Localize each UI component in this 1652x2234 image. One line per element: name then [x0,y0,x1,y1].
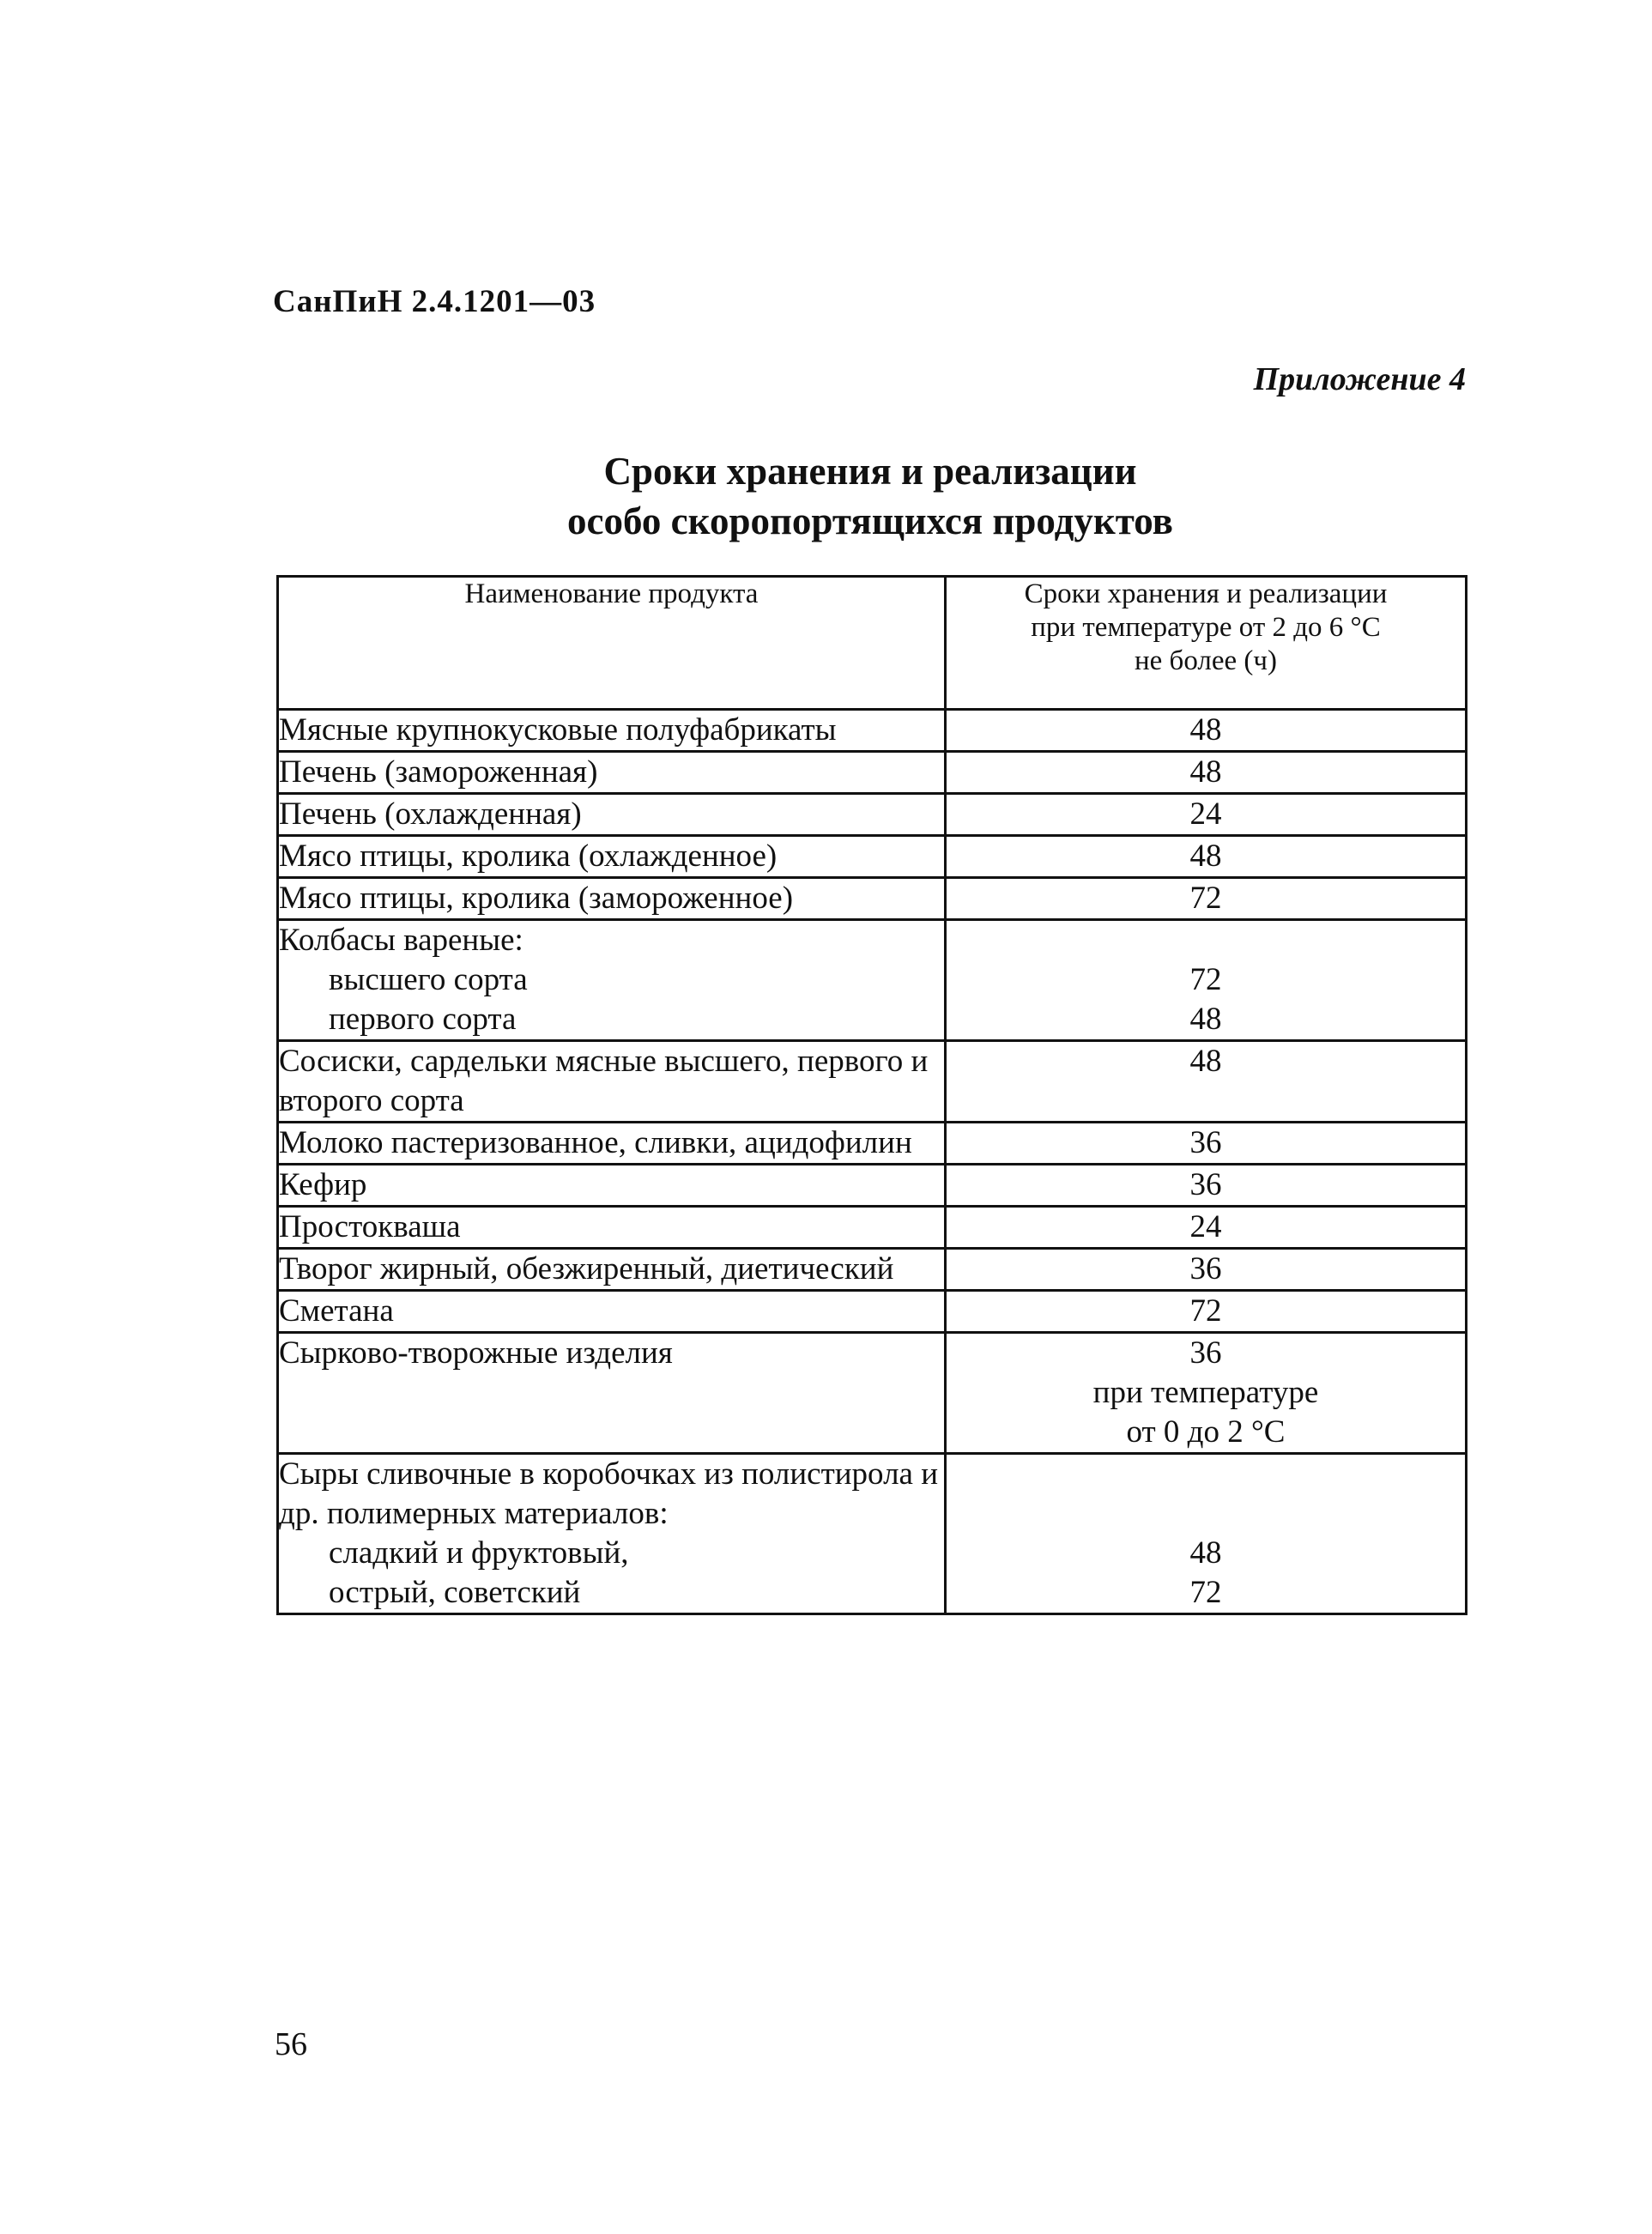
storage-hours [946,1333,1467,1454]
title-line-2: особо скоропортящихся продуктов [567,499,1173,542]
page-title [273,446,1467,546]
product-name: Печень (замороженная) [278,752,946,794]
product-name [278,1454,946,1614]
storage-hours: 36 [946,1123,1467,1165]
storage-hours: 36 [946,1165,1467,1207]
storage-hours: 48 [946,710,1467,752]
product-subtype: острый, советский [329,1575,581,1610]
product-name: Сосиски, сардельки мясные высшего, первого и второго сорта [278,1041,946,1123]
storage-hours: 24 [946,1207,1467,1249]
table-row [278,710,1467,752]
storage-hours: 72 [946,1291,1467,1333]
product-name: Творог жирный, обезжиренный, диетический [278,1249,946,1291]
table-row [278,878,1467,920]
temperature-note-line-1: при температуре [1092,1375,1319,1410]
table-header-row [278,577,1467,710]
page-number: 56 [275,2026,307,2062]
product-group-name: Сыры сливочные в коробочках из полистирола и др. полимерных материалов: [279,1456,939,1531]
document-code: СанПиН 2.4.1201—03 [273,284,596,319]
storage-hours [946,1454,1467,1614]
column-header-product [278,577,946,710]
storage-table [276,575,1467,1615]
product-name: Сметана [278,1291,946,1333]
product-name: Молоко пастеризованное, сливки, ацидофилин [278,1123,946,1165]
storage-hours-value: 48 [1189,1535,1222,1571]
storage-hours: 24 [946,794,1467,836]
table-row [278,1291,1467,1333]
temperature-note-line-2: от 0 до 2 °С [1126,1414,1286,1450]
product-name: Простокваша [278,1207,946,1249]
product-name: Печень (охлажденная) [278,794,946,836]
product-name: Мясные крупнокусковые полуфабрикаты [278,710,946,752]
storage-hours-value: 36 [1189,1335,1222,1371]
storage-hours-value: 72 [1189,1575,1222,1610]
storage-hours: 72 [946,878,1467,920]
product-subtype: сладкий и фруктовый, [329,1535,629,1571]
column-header-line-3: не более (ч) [1135,645,1277,676]
table-row [278,794,1467,836]
table-row [278,1207,1467,1249]
storage-hours: 36 [946,1249,1467,1291]
product-name: Мясо птицы, кролика (замороженное) [278,878,946,920]
appendix-label: Приложение 4 [1253,361,1466,397]
product-name: Кефир [278,1165,946,1207]
product-name [278,920,946,1041]
column-header-line-2: при температуре от 2 до 6 °С [1031,612,1381,643]
column-header-storage-time [946,577,1467,710]
table-row [278,752,1467,794]
product-name: Мясо птицы, кролика (охлажденное) [278,836,946,878]
table-row [278,1041,1467,1123]
storage-hours: 48 [946,1041,1467,1123]
storage-hours-value: 48 [1189,1002,1222,1037]
table-row [278,1454,1467,1614]
product-group-name: Колбасы вареные: [279,923,523,958]
storage-hours [946,920,1467,1041]
title-line-1: Сроки хранения и реализации [603,450,1137,493]
column-header-line-1: Сроки хранения и реализации [1024,578,1388,609]
table-row [278,1123,1467,1165]
table-row [278,836,1467,878]
table-row [278,1165,1467,1207]
product-subtype: высшего сорта [329,962,528,997]
product-subtype: первого сорта [329,1002,517,1037]
storage-hours-value: 72 [1189,962,1222,997]
storage-hours: 48 [946,752,1467,794]
table-row [278,1333,1467,1454]
storage-hours: 48 [946,836,1467,878]
product-name: Сырково-творожные изделия [278,1333,946,1454]
table-row [278,920,1467,1041]
table-row [278,1249,1467,1291]
column-header-product-label: Наименование продукта [464,578,759,609]
